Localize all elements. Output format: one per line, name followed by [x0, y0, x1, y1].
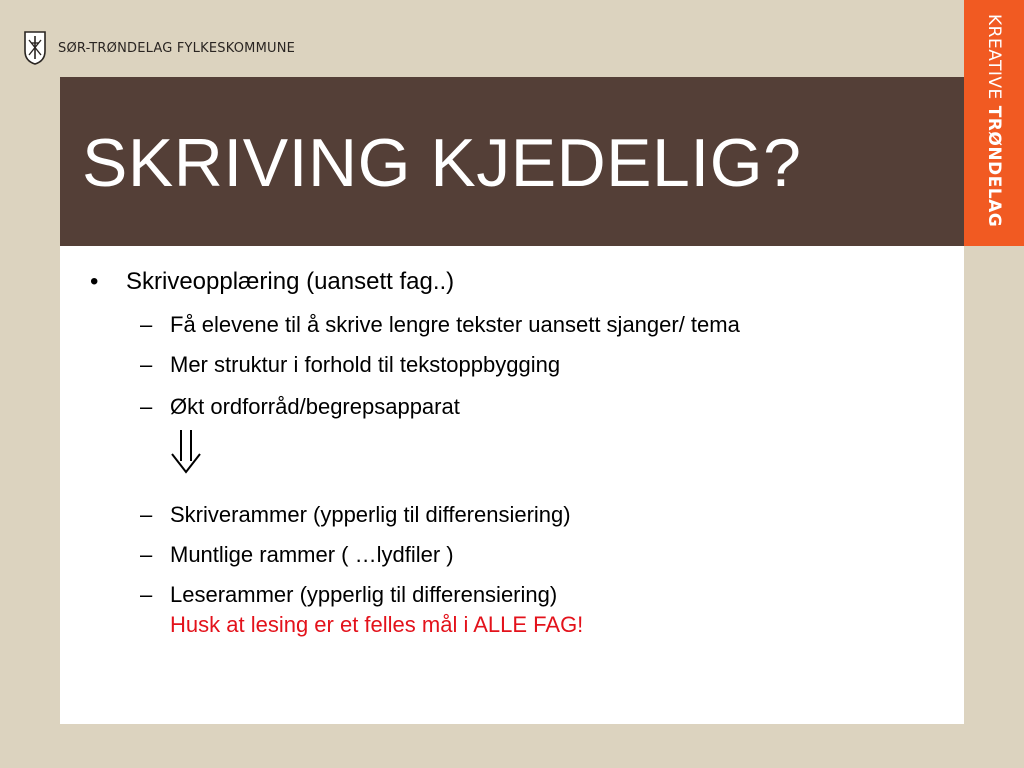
brand-text [984, 14, 1004, 227]
dash-marker: – [140, 542, 153, 567]
brand-bold: TRØNDELAG [984, 105, 1004, 228]
sub-bullet-text: Muntlige rammer ( …lydfiler ) [170, 542, 454, 567]
slide-title: SKRIVING KJEDELIG? [82, 125, 802, 201]
bullet-marker: • [90, 268, 99, 295]
org-header [24, 30, 295, 66]
sub-bullet-text: Skriverammer (ypperlig til differensiering) [170, 502, 571, 527]
dash-marker: – [140, 312, 153, 337]
dash-marker: – [140, 352, 153, 377]
brand-light: KREATIVE [984, 14, 1004, 100]
dash-marker: – [140, 502, 153, 527]
brand-strip [964, 0, 1024, 246]
dash-marker: – [140, 582, 153, 607]
sub-bullet-text: Økt ordforråd/begrepsapparat [170, 394, 460, 419]
highlight-note: Husk at lesing er et felles mål i ALLE FAG! [170, 612, 584, 637]
title-band [60, 77, 964, 246]
dash-marker: – [140, 394, 153, 419]
sub-bullet-text-block [170, 582, 583, 638]
content-panel [60, 246, 964, 724]
sub-bullet-text: Få elevene til å skrive lengre tekster uansett sjanger/ tema [170, 312, 740, 337]
sub-bullet-text: Mer struktur i forhold til tekstoppbygging [170, 352, 561, 377]
sub-bullet-text: Leserammer (ypperlig til differensiering) [170, 582, 558, 607]
org-name: SØR-TRØNDELAG FYLKESKOMMUNE [58, 40, 296, 56]
double-down-arrow-icon [168, 428, 204, 474]
coat-of-arms-icon [24, 31, 46, 65]
main-bullet-text: Skriveopplæring (uansett fag..) [126, 268, 455, 295]
